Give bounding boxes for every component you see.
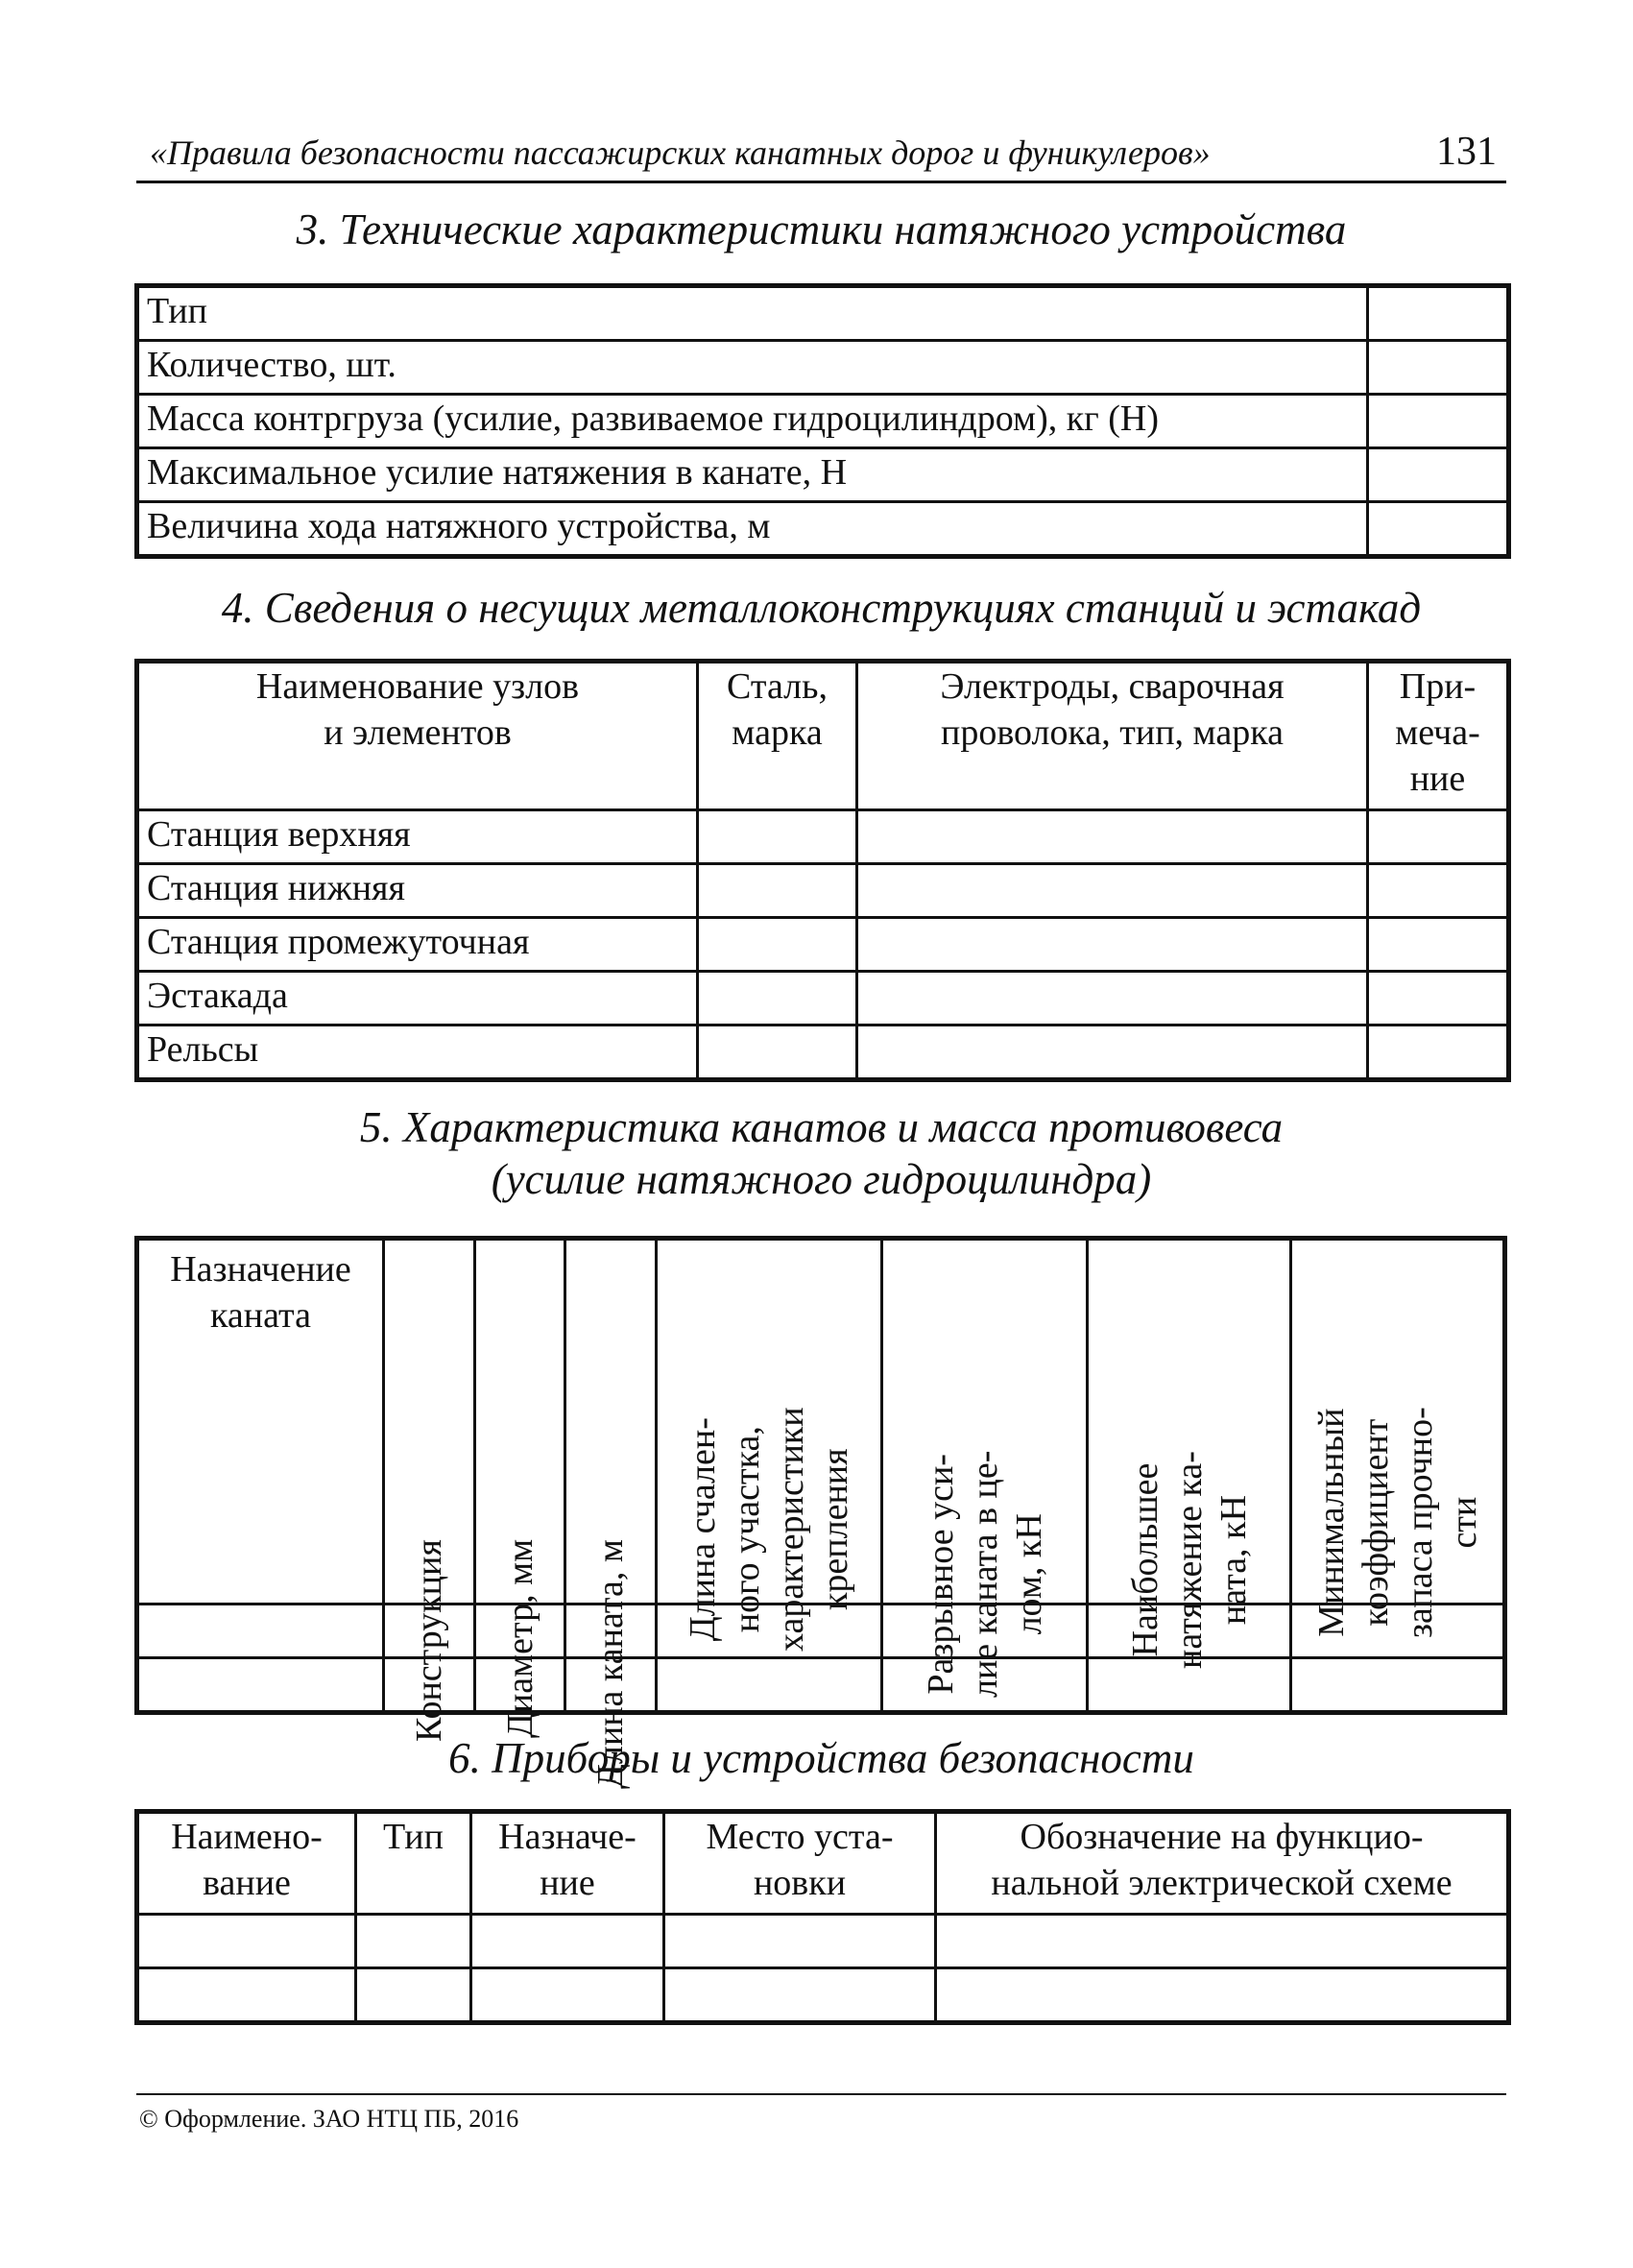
- column-header: Наименование узлов и элементов: [138, 663, 698, 810]
- table-row: [138, 1915, 1508, 1968]
- table-row: [138, 1658, 1504, 1712]
- table-row: [138, 918, 1508, 972]
- value-cell: [1368, 502, 1508, 556]
- column-header: Назначение каната: [138, 1240, 384, 1604]
- empty-cell: [698, 972, 857, 1025]
- empty-cell: [138, 1915, 356, 1968]
- column-header: [475, 1240, 565, 1738]
- safety-devices-table: [136, 1811, 1509, 2023]
- empty-cell: [857, 918, 1368, 972]
- column-header: Сталь, марка: [698, 663, 857, 810]
- empty-cell: [698, 1025, 857, 1079]
- empty-cell: [698, 864, 857, 918]
- row-label: Величина хода натяжного устройства, м: [138, 502, 1368, 556]
- column-header: [384, 1240, 475, 1742]
- running-title: «Правила безопасности пассажирских канатных дорог и фуникулеров»: [150, 133, 1211, 172]
- vertical-header-text: Длина счален- ного участка, характеристики крепления: [683, 1407, 855, 1652]
- column-header: Обозначение на функцио- нальной электрической схеме: [936, 1813, 1508, 1915]
- tensioner-specs-table: [136, 285, 1509, 557]
- column-header: Электроды, сварочная проволока, тип, марка: [857, 663, 1368, 810]
- column-header: [882, 1240, 1088, 1698]
- column-header: [1088, 1240, 1291, 1669]
- table-header-row: [138, 663, 1508, 810]
- table-row: [138, 502, 1508, 556]
- section-3-title: 3. Технические характеристики натяжного устройства: [296, 205, 1347, 253]
- empty-cell: [471, 1915, 664, 1968]
- table-row: [138, 395, 1508, 448]
- running-header: [136, 130, 1506, 183]
- value-cell: [1368, 287, 1508, 341]
- empty-cell: [1368, 1025, 1508, 1079]
- row-label: Масса контргруза (усилие, развиваемое гидроцилиндром), кг (Н): [138, 395, 1368, 448]
- column-header: [565, 1240, 657, 1789]
- empty-cell: [857, 1025, 1368, 1079]
- empty-cell: [664, 1915, 936, 1968]
- row-label: Станция нижняя: [138, 864, 698, 918]
- vertical-header-text: Длина каната, м: [590, 1539, 631, 1789]
- empty-cell: [471, 1968, 664, 2022]
- column-header: Наимено- вание: [138, 1813, 356, 1915]
- table-header-row: [138, 1240, 1504, 1604]
- table-row: [138, 864, 1508, 918]
- empty-cell: [1368, 972, 1508, 1025]
- table-row: [138, 972, 1508, 1025]
- vertical-header-text: Разрывное уси- лие каната в це- лом, кН: [920, 1450, 1049, 1698]
- page-number: 131: [1436, 130, 1497, 174]
- empty-cell: [356, 1968, 471, 2022]
- row-label: Тип: [138, 287, 1368, 341]
- section-5-title-line2: (усилие натяжного гидроцилиндра): [491, 1155, 1152, 1203]
- table-row: [138, 287, 1508, 341]
- row-label: Количество, шт.: [138, 341, 1368, 395]
- empty-cell: [356, 1915, 471, 1968]
- column-header: При- меча- ние: [1368, 663, 1508, 810]
- vertical-header-text: Конструкция: [409, 1539, 449, 1742]
- value-cell: [1368, 448, 1508, 502]
- empty-cell: [138, 1604, 384, 1658]
- vertical-header-text: Наибольшее натяжение ка- ната, кН: [1124, 1451, 1254, 1669]
- vertical-header-text: Минимальный коэффициент запаса прочно- сти: [1310, 1407, 1484, 1638]
- table-row: [138, 341, 1508, 395]
- column-header: Место уста- новки: [664, 1813, 936, 1915]
- metal-structures-table: [136, 661, 1509, 1080]
- column-header: [657, 1240, 882, 1652]
- section-6-title: 6. Приборы и устройства безопасности: [448, 1734, 1194, 1782]
- row-label: Станция верхняя: [138, 810, 698, 864]
- empty-cell: [1291, 1658, 1504, 1712]
- section-5-title-line1: 5. Характеристика канатов и масса противовеса: [359, 1103, 1284, 1151]
- empty-cell: [857, 972, 1368, 1025]
- empty-cell: [857, 864, 1368, 918]
- table-header-row: [138, 1813, 1508, 1915]
- empty-cell: [138, 1658, 384, 1712]
- table-row: [138, 1968, 1508, 2022]
- copyright-footer: © Оформление. ЗАО НТЦ ПБ, 2016: [139, 2105, 519, 2133]
- empty-cell: [657, 1658, 882, 1712]
- row-label: Максимальное усилие натяжения в канате, Н: [138, 448, 1368, 502]
- empty-cell: [1368, 864, 1508, 918]
- footer-divider: [136, 2093, 1506, 2095]
- empty-cell: [1368, 810, 1508, 864]
- empty-cell: [698, 918, 857, 972]
- section-4-title: 4. Сведения о несущих металлоконструкциях станций и эстакад: [221, 584, 1422, 632]
- empty-cell: [1368, 918, 1508, 972]
- empty-cell: [857, 810, 1368, 864]
- column-header: Назначе- ние: [471, 1813, 664, 1915]
- table-row: [138, 448, 1508, 502]
- empty-cell: [936, 1915, 1508, 1968]
- row-label: Эстакада: [138, 972, 698, 1025]
- empty-cell: [664, 1968, 936, 2022]
- table-row: [138, 810, 1508, 864]
- table-row: [138, 1025, 1508, 1079]
- value-cell: [1368, 341, 1508, 395]
- value-cell: [1368, 395, 1508, 448]
- empty-cell: [138, 1968, 356, 2022]
- empty-cell: [698, 810, 857, 864]
- vertical-header-text: Диаметр, мм: [499, 1538, 540, 1738]
- row-label: Станция промежуточная: [138, 918, 698, 972]
- row-label: Рельсы: [138, 1025, 698, 1079]
- column-header: Тип: [356, 1813, 471, 1915]
- column-header: [1291, 1240, 1504, 1638]
- empty-cell: [936, 1968, 1508, 2022]
